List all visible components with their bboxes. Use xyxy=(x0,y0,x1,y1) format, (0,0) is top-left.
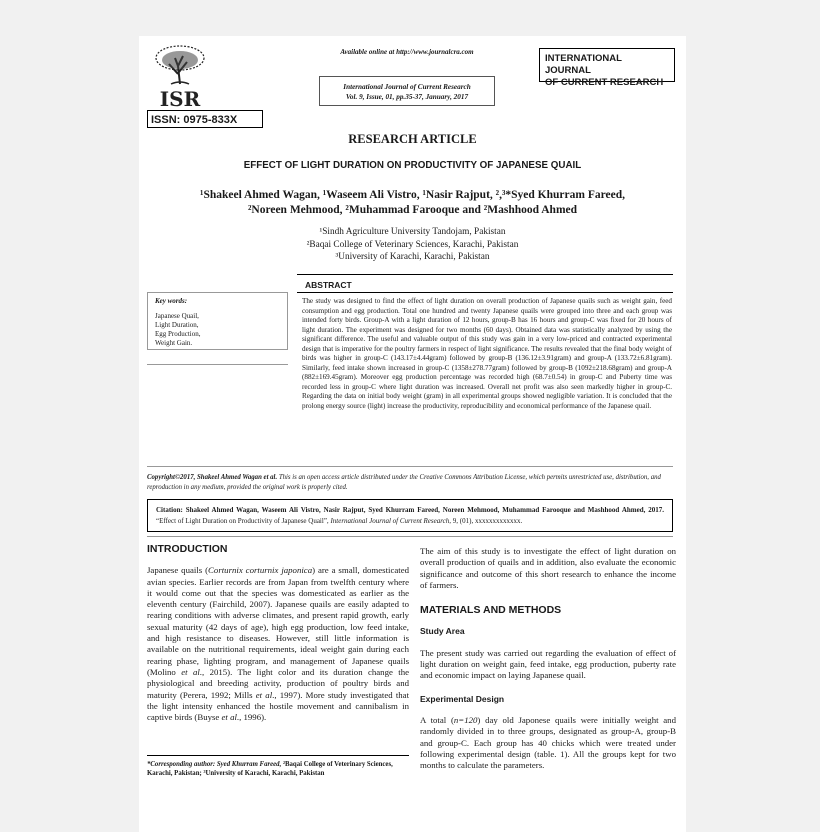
keyword-item: Japanese Quail, xyxy=(155,312,199,320)
abstract-heading: ABSTRACT xyxy=(305,280,352,290)
keyword-item: Weight Gain. xyxy=(155,339,193,347)
copyright-label: Copyright©2017, Shakeel Ahmed Wagan et al. xyxy=(147,474,278,481)
keyword-item: Light Duration, xyxy=(155,321,199,329)
footnote-label: *Corresponding author: Syed Khurram Fareed, xyxy=(147,761,282,768)
introduction-paragraph: Japanese quails (Corturnix corturnix japonica) are a small, domesticated avian species. Earlier records are from Japan from twelfth century where it would come out that the species was domesticated as earlier as the eleventh century (Fairchild, 2007). Japanese quails are easily adapted to rearing conditions with adverse climates, and present rapid growth, early sexual maturity (42 days of age), high egg production, low feed intake, and high resistance to diseases. However, still little information is available on the nutritional requirements, ideal weight gain during each rearing phase, lighting program, and management of Japanese quails (Molino et al., 2015). The light color and its duration change the physiological and breeding activity, production of poultry birds and maturity (Perera, 1992; Mills et al., 1997). More study investigated that the light intensity enhanced the hostile movement and cannibalism in captive birds (Buyse et al., 1996). xyxy=(147,565,410,723)
journal-title-line1: INTERNATIONAL JOURNAL xyxy=(545,53,622,76)
paper-page xyxy=(139,36,686,832)
citation-title: “Effect of Light Duration on Productivity of Japanese Quail”, xyxy=(156,516,331,525)
right-column xyxy=(420,546,676,771)
experimental-design-heading: Experimental Design xyxy=(420,693,505,704)
experimental-design-paragraph: A total (n=120) day old Japonese quails were initially weight and randomly divided in to three groups, designated as group-A, group-B and group-C. Each group has 40 chicks which were treated under following experimental design (table. 1). All the groups kept for two months to calculate the parameters. xyxy=(420,714,676,771)
species-name: Corturnix corturnix japonica xyxy=(208,565,313,576)
citation-journal: International Journal of Current Research xyxy=(330,516,450,525)
keywords-rule xyxy=(147,364,288,365)
journal-title-box xyxy=(539,48,675,88)
abstract-top-rule xyxy=(297,274,673,275)
authors-line1: ¹Shakeel Ahmed Wagan, ¹Waseem Ali Vistro, ¹Nasir Rajput, ²,³*Syed Khurram Fareed, xyxy=(200,189,625,201)
keywords-heading: Key words: xyxy=(155,297,188,305)
study-area-paragraph: The present study was carried out regarding the evaluation of effect of light duration on weight gain, feed intake, egg production, puberty rate and economic impact on laying Japanese quail. xyxy=(420,647,676,681)
abstract-bottom-rule xyxy=(147,466,673,467)
article-type: RESEARCH ARTICLE xyxy=(348,132,477,146)
introduction-heading: INTRODUCTION xyxy=(147,543,228,555)
journal-info-box xyxy=(319,76,495,106)
affiliation-2: ²Baqai College of Veterinary Sciences, Karachi, Pakistan xyxy=(306,239,519,250)
journal-info-line2: Vol. 9, Issue, 01, pp.35-37, January, 2017 xyxy=(345,93,469,101)
affiliation-1: ¹Sindh Agriculture University Tandojam, Pakistan xyxy=(319,227,506,237)
abstract-heading-rule xyxy=(297,292,673,293)
footnote-rule xyxy=(147,755,409,756)
body-top-rule xyxy=(147,536,673,537)
authors-line2: ²Noreen Mehmood, ²Muhammad Farooque and ²Mashhood Ahmed xyxy=(247,204,578,216)
available-online-text: Available online at http://www.journalcra.com xyxy=(340,48,474,56)
keywords-box xyxy=(147,292,288,350)
logo-letters: ISR xyxy=(159,87,201,108)
corresponding-author-footnote xyxy=(147,760,409,778)
abstract-text: The study was designed to find the effect of light duration on overall production of Japanese quails such as weight gain, feed consumption and egg production. Total one hundred and twenty Japanese quails were grouped into three and each group was intended forty birds. Group-A with a light duration of 12 hours, group-B has 16 hours and group-C was fixed for 20 hours of light duration. The experiment was designed for two months (60 days). Obtained data was statistically analyzed by using the significant difference. The useful and valuable output of this study was gain in a very low-priced and contracted experimental design that is imperative for the poultry farmers in respect of light significance. The results revealed that the final body weight of birds was higher in group-C (143.17±4.44gram) followed by group-B (136.12±3.91gram) and group-A (133.72±6.81gram). Similarly, feed intake shown increased in group-C (1358±278.77gram) followed by group-B (1092±218.68gram) and group-A (882±169.45gram). Moreover egg production percentage was recorded high (68.7±0.54) in group-C and Puberty time was recorded less in group-C where light duration was increased. Overall net profit was also seen markedly higher in group-C. Regarding the data on initial body weight (gram) in all experimental groups showed negligible variation. It is concluded that the prolong energy source (light) increase the productivity, reproducibility and economical performance of the Japanese quail. xyxy=(302,297,672,410)
journal-logo-tree-icon xyxy=(151,44,209,108)
author-list xyxy=(139,188,686,218)
issn-box: ISSN: 0975-833X xyxy=(147,110,263,128)
methods-heading: MATERIALS AND METHODS xyxy=(420,604,562,617)
keyword-item: Egg Production, xyxy=(155,330,201,338)
citation-rest: , 9, (01), xxxxxxxxxxxxx. xyxy=(449,516,523,525)
article-title: EFFECT OF LIGHT DURATION ON PRODUCTIVITY OF JAPANESE QUAIL xyxy=(243,160,582,171)
copyright-text: This is an open access article distributed under the Creative Commons Attribution License, which permits unrestricted use, distribution, and reproduction in any medium, provided the original work is properly cited. xyxy=(147,474,661,491)
affiliations xyxy=(139,226,686,264)
study-area-heading: Study Area xyxy=(420,626,465,637)
footnote-text: ²Baqai College of Veterinary Sciences, Karachi, Pakistan; ³University of Karachi, Karachi, Pakistan xyxy=(147,761,393,778)
left-column xyxy=(147,544,409,723)
citation-label: Citation: Shakeel Ahmed Wagan, Waseem Ali Vistro, Nasir Rajput, Syed Khurram Fareed, Noreen Mehmood, Muhammad Farooque and Mashhood Ahmed, 2017. xyxy=(156,506,664,514)
copyright-notice xyxy=(147,473,673,492)
aim-paragraph: The aim of this study is to investigate the effect of light duration on overall production of quails and in addition, also evaluate the economic significance and outcome of this short research to enhance the income of farmers. xyxy=(420,546,676,590)
journal-title-line2: OF CURRENT RESEARCH xyxy=(545,77,664,88)
affiliation-3: ³University of Karachi, Karachi, Pakistan xyxy=(335,252,490,262)
citation-box xyxy=(147,499,673,532)
journal-info-line1: International Journal of Current Research xyxy=(343,83,471,91)
